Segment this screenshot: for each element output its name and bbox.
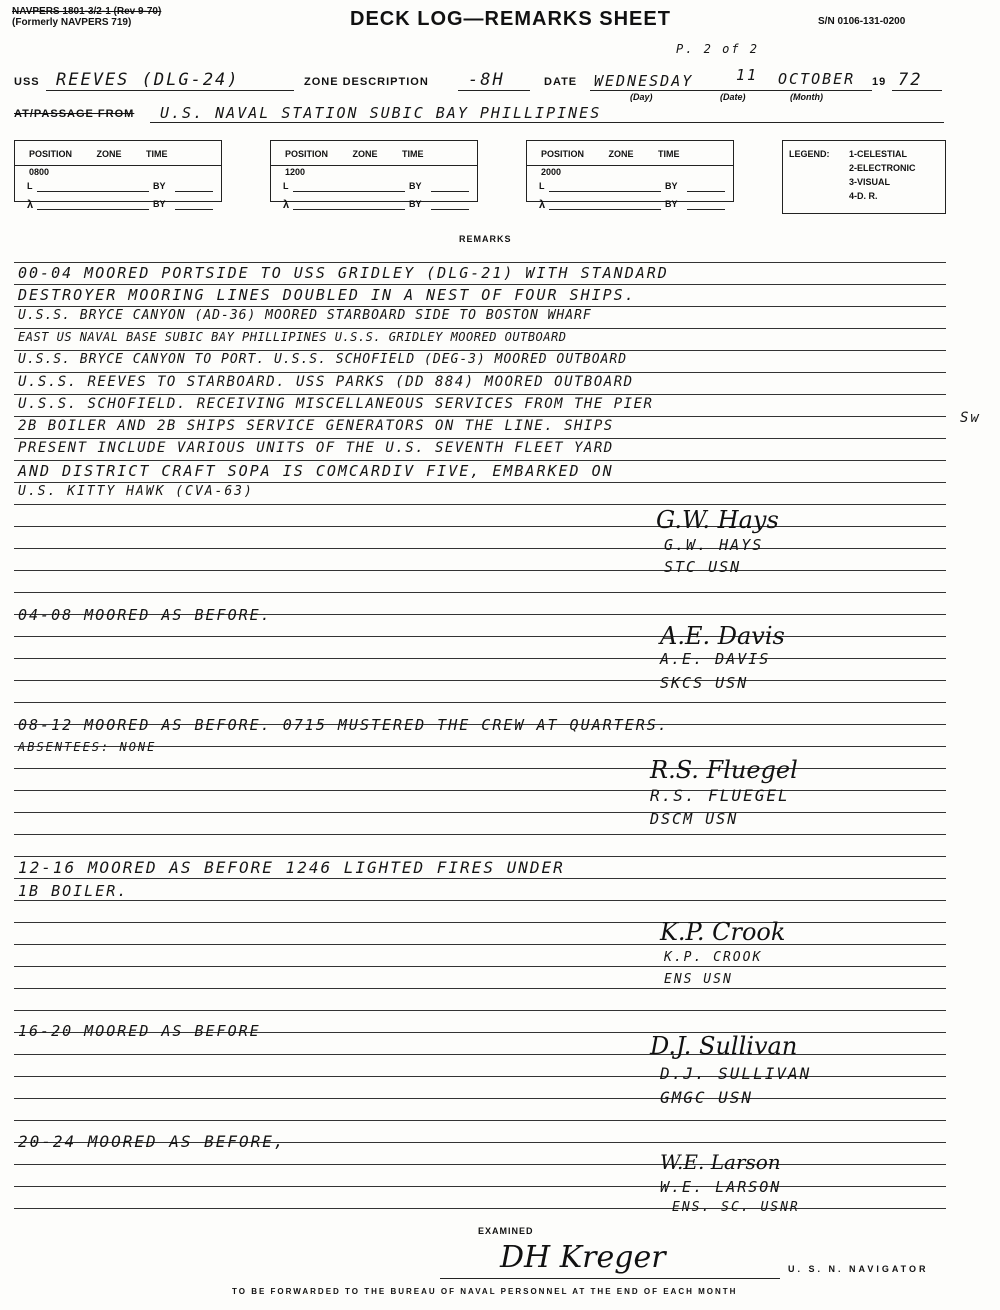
date-month: OCTOBER xyxy=(778,70,856,88)
log-line: EAST US NAVAL BASE SUBIC BAY PHILLIPINES U.S.S. GRIDLEY MOORED OUTBOARD xyxy=(18,330,567,344)
signer-name: K.P. CROOK xyxy=(664,950,763,965)
log-line: 20-24 MOORED AS BEFORE, xyxy=(18,1132,286,1151)
date-day: WEDNESDAY xyxy=(594,72,694,90)
at-passage-label: AT/PASSAGE FROM xyxy=(14,108,135,120)
position-box-2000: POSITION ZONE TIME 2000 L BY λ BY xyxy=(526,140,734,202)
footer-instruction: TO BE FORWARDED TO THE BUREAU OF NAVAL PERSONNEL AT THE END OF EACH MONTH xyxy=(232,1287,738,1296)
zone-description-label: ZONE DESCRIPTION xyxy=(304,76,429,88)
date-caption: (Date) xyxy=(720,92,746,102)
log-line: AND DISTRICT CRAFT SOPA IS COMCARDIV FIVE, EMBARKED ON xyxy=(18,462,614,480)
signer-rank: STC USN xyxy=(664,558,742,576)
legend-item: 2-ELECTRONIC xyxy=(849,163,916,173)
date-label: DATE xyxy=(544,76,578,88)
year-prefix: 19 xyxy=(872,76,887,88)
navigator-label: U. S. N. NAVIGATOR xyxy=(788,1264,929,1274)
log-line: U.S.S. BRYCE CANYON (AD-36) MOORED STARBOARD SIDE TO BOSTON WHARF xyxy=(18,308,592,323)
position-time: 1200 xyxy=(285,167,306,177)
log-line: 00-04 MOORED PORTSIDE TO USS GRIDLEY (DLG-21) WITH STANDARD xyxy=(18,264,669,282)
position-box-1200: POSITION ZONE TIME 1200 L BY λ BY xyxy=(270,140,478,202)
legend-item: 4-D. R. xyxy=(849,191,878,201)
log-line: 2B BOILER AND 2B SHIPS SERVICE GENERATORS ON THE LINE. SHIPS xyxy=(18,418,614,434)
location: U.S. NAVAL STATION SUBIC BAY PHILLIPINES xyxy=(160,104,602,122)
navigator-signature: DH Kreger xyxy=(500,1240,666,1275)
ship-name: REEVES (DLG-24) xyxy=(56,70,240,90)
signer-name: R.S. FLUEGEL xyxy=(650,786,790,805)
legend-title: LEGEND: xyxy=(789,149,830,159)
log-line: U.S. KITTY HAWK (CVA-63) xyxy=(18,484,254,499)
signer-name: D.J. SULLIVAN xyxy=(660,1064,812,1083)
signer-rank: SKCS USN xyxy=(660,674,749,692)
legend-box xyxy=(782,140,946,214)
signer-rank: ENS. SC. USNR xyxy=(672,1200,800,1215)
form-formerly: (Formerly NAVPERS 719) xyxy=(12,17,132,28)
stock-number: S/N 0106-131-0200 xyxy=(818,16,906,27)
signature-scrawl: G.W. Hays xyxy=(656,506,779,534)
signature-scrawl: D.J. Sullivan xyxy=(650,1032,798,1060)
position-time: 0800 xyxy=(29,167,50,177)
log-line: U.S.S. SCHOFIELD. RECEIVING MISCELLANEOUS SERVICES FROM THE PIER xyxy=(18,396,654,412)
log-line: PRESENT INCLUDE VARIOUS UNITS OF THE U.S. SEVENTH FLEET YARD xyxy=(18,440,614,456)
form-title: DECK LOG—REMARKS SHEET xyxy=(350,8,671,30)
legend-item: 3-VISUAL xyxy=(849,177,891,187)
log-line: 08-12 MOORED AS BEFORE. 0715 MUSTERED THE CREW AT QUARTERS. xyxy=(18,716,669,734)
log-line: U.S.S. REEVES TO STARBOARD. USS PARKS (DD 884) MOORED OUTBOARD xyxy=(18,374,634,390)
zone-value: -8H xyxy=(468,70,505,90)
legend-item: 1-CELESTIAL xyxy=(849,149,908,159)
month-caption: (Month) xyxy=(790,92,823,102)
log-line: 12-16 MOORED AS BEFORE 1246 LIGHTED FIRES UNDER xyxy=(18,858,565,877)
signer-rank: DSCM USN xyxy=(650,810,739,828)
signer-name: G.W. HAYS xyxy=(664,536,764,554)
form-identifier xyxy=(12,6,161,28)
page-mark: P. 2 of 2 xyxy=(676,42,760,56)
signature-scrawl: W.E. Larson xyxy=(660,1150,781,1174)
uss-label: USS xyxy=(14,76,40,88)
position-time: 2000 xyxy=(541,167,562,177)
position-box-0800: POSITION ZONE TIME 0800 L BY λ BY xyxy=(14,140,222,202)
date-year: 72 xyxy=(898,70,923,90)
log-line: 1B BOILER. xyxy=(18,882,129,900)
signer-name: W.E. LARSON xyxy=(660,1178,782,1196)
margin-mark: Sw xyxy=(960,410,981,426)
form-number: NAVPERS 1801-3/2-1 (Rev 9-70) xyxy=(12,6,162,17)
date-number: 11 xyxy=(736,66,759,84)
log-line: U.S.S. BRYCE CANYON TO PORT. U.S.S. SCHOFIELD (DEG-3) MOORED OUTBOARD xyxy=(18,352,628,367)
signature-scrawl: K.P. Crook xyxy=(660,918,786,946)
log-line: 16-20 MOORED AS BEFORE xyxy=(18,1022,261,1040)
signer-name: A.E. DAVIS xyxy=(660,650,771,668)
signer-rank: GMGC USN xyxy=(660,1088,754,1107)
signature-scrawl: R.S. Fluegel xyxy=(650,756,798,784)
log-line: DESTROYER MOORING LINES DOUBLED IN A NEST OF FOUR SHIPS. xyxy=(18,286,636,304)
log-line: ABSENTEES: NONE xyxy=(18,740,157,754)
log-line: 04-08 MOORED AS BEFORE. xyxy=(18,606,272,624)
examined-label: EXAMINED xyxy=(478,1226,534,1236)
signer-rank: ENS USN xyxy=(664,972,733,987)
remarks-label: REMARKS xyxy=(459,234,512,244)
day-caption: (Day) xyxy=(630,92,653,102)
signature-scrawl: A.E. Davis xyxy=(660,622,785,650)
